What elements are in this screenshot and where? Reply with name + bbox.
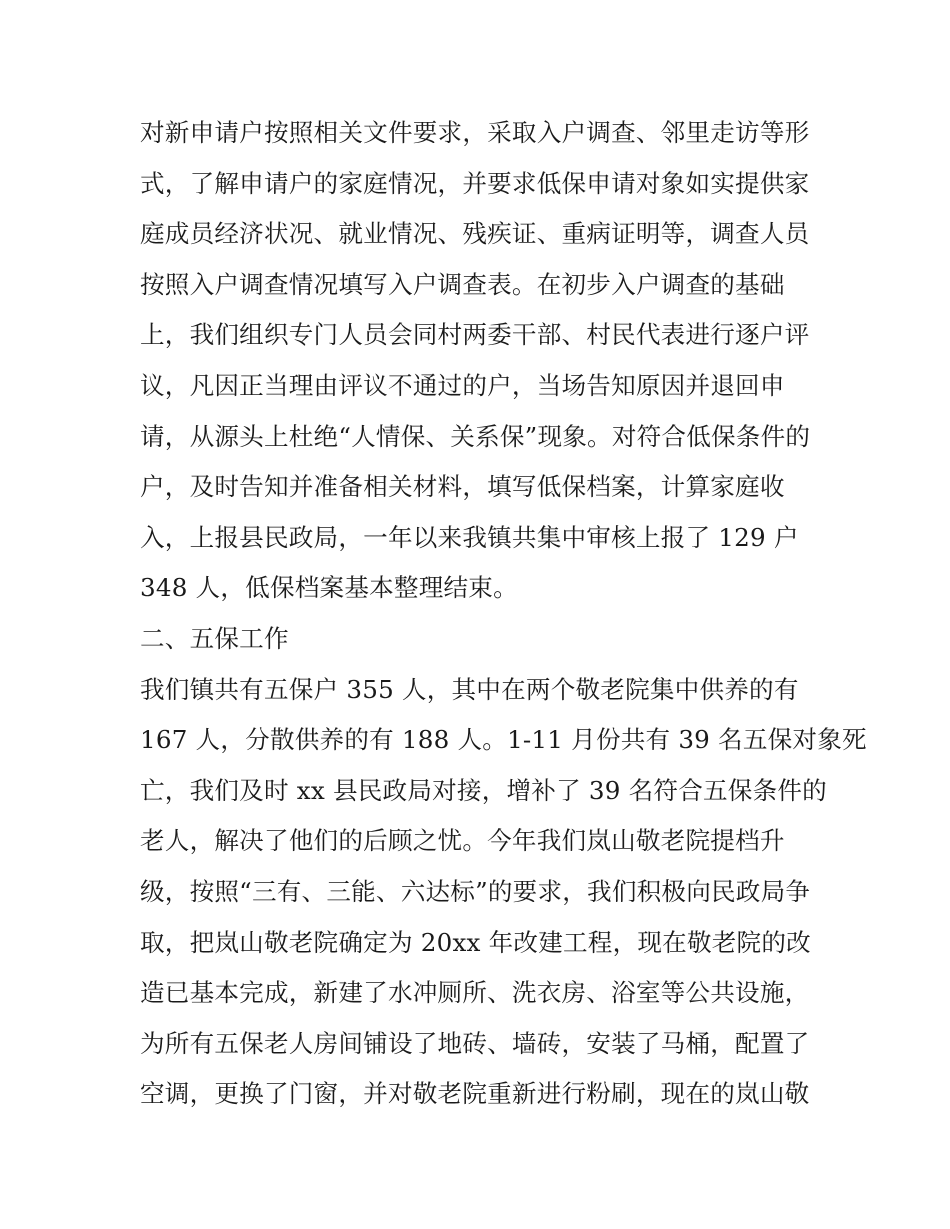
paragraph-line: 老人，解决了他们的后顾之忧。今年我们岚山敬老院提档升: [140, 826, 785, 856]
paragraph-line: 户，及时告知并准备相关材料，填写低保档案，计算家庭收: [140, 472, 785, 502]
paragraph-line: 造已基本完成，新建了水冲厕所、洗衣房、浴室等公共设施，: [140, 978, 810, 1008]
paragraph-line: 议，凡因正当理由评议不通过的户，当场告知原因并退回申: [140, 370, 785, 400]
section-heading: 二、五保工作: [140, 623, 289, 653]
paragraph-line: 对新申请户按照相关文件要求，采取入户调查、邻里走访等形: [140, 118, 810, 147]
paragraph-line: 庭成员经济状况、就业情况、残疾证、重病证明等，调查人员: [140, 219, 810, 249]
paragraph-line: 为所有五保老人房间铺设了地砖、墙砖，安装了马桶，配置了: [140, 1028, 810, 1058]
document-body: [140, 108, 867, 1120]
paragraph-line: 取，把岚山敬老院确定为 20xx 年改建工程，现在敬老院的改: [140, 927, 811, 957]
paragraph-line: 348 人，低保档案基本整理结束。: [140, 573, 518, 603]
paragraph-line: 级，按照“三有、三能、六达标”的要求，我们积极向民政局争: [140, 876, 811, 906]
paragraph-line: 亡，我们及时 xx 县民政局对接，增补了 39 名符合五保条件的: [140, 775, 827, 805]
paragraph-line: 我们镇共有五保户 355 人，其中在两个敬老院集中供养的有: [140, 674, 799, 704]
paragraph-line: 入，上报县民政局，一年以来我镇共集中审核上报了 129 户: [140, 522, 799, 552]
paragraph-line: 167 人，分散供养的有 188 人。1-11 月份共有 39 名五保对象死: [140, 725, 867, 755]
paragraph-line: 请，从源头上杜绝“人情保、关系保”现象。对符合低保条件的: [140, 421, 811, 451]
paragraph-line: 按照入户调查情况填写入户调查表。在初步入户调查的基础: [140, 269, 785, 299]
paragraph-line: 式，了解申请户的家庭情况，并要求低保申请对象如实提供家: [140, 168, 810, 198]
paragraph-line: 上，我们组织专门人员会同村两委干部、村民代表进行逐户评: [140, 320, 810, 350]
paragraph-line: 空调，更换了门窗，并对敬老院重新进行粉刷，现在的岚山敬: [140, 1079, 810, 1109]
